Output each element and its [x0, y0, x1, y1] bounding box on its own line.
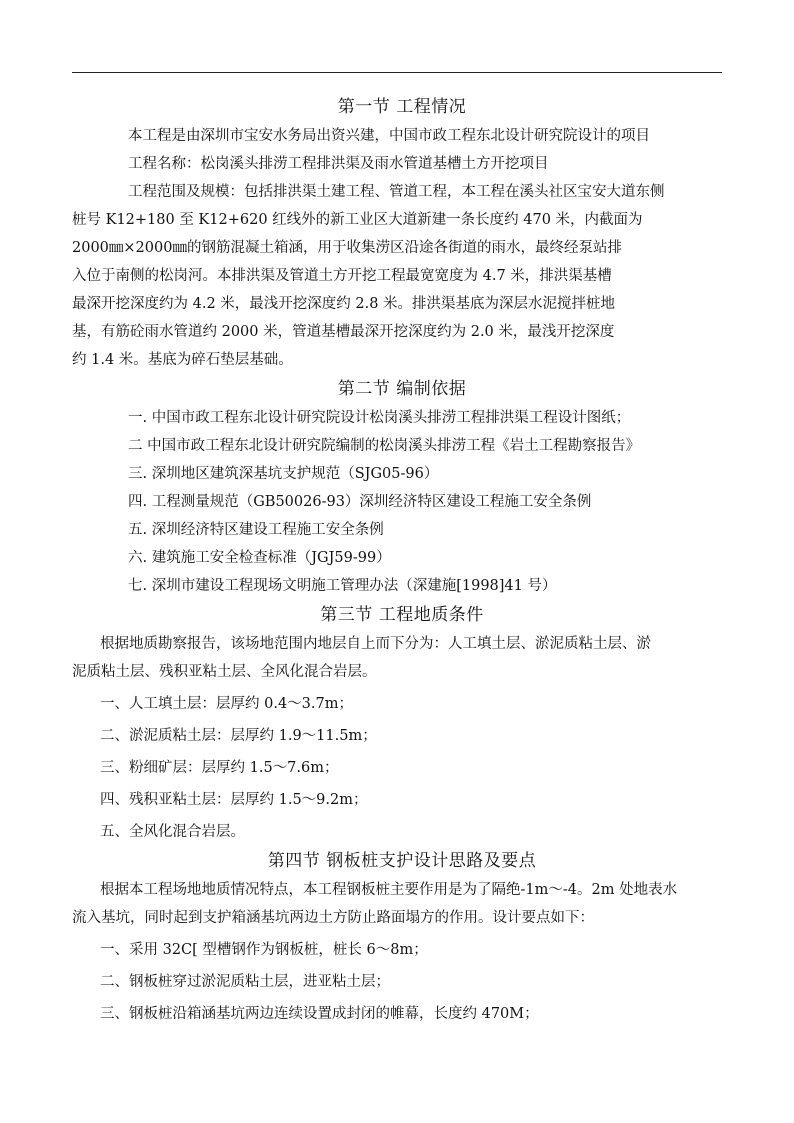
section-4-intro: 流入基坑，同时起到支护箱涵基坑两边土方防止路面塌方的作用。设计要点如下：	[72, 910, 594, 926]
stratum-item: 三、粉细矿层：层厚约 1.5～7.6m；	[100, 760, 339, 776]
section-1-line: 入位于南侧的松岗河。本排洪渠及管道土方开挖工程最宽宽度为 4.7 米，排洪渠基槽	[72, 268, 612, 284]
section-3-title: 第三节 工程地质条件	[320, 605, 484, 625]
section-1-line: 最深开挖深度约为 4.2 米，最浅开挖深度约 2.8 米。排洪渠基底为深层水泥搅拌桩地	[72, 296, 616, 312]
reference-item: 二 中国市政工程东北设计研究院编制的松岗溪头排涝工程《岩土工程勘察报告》	[128, 438, 641, 454]
reference-item: 四. 工程测量规范（GB50026-93）深圳经济特区建设工程施工安全条例	[128, 494, 592, 510]
reference-item: 七. 深圳市建设工程现场文明施工管理办法（深建施[1998]41 号）	[128, 578, 557, 594]
section-1-line: 约 1.4 米。基底为碎石垫层基础。	[72, 352, 293, 368]
stratum-item: 二、淤泥质粘土层：层厚约 1.9～11.5m；	[100, 728, 377, 744]
section-4-intro: 根据本工程场地地质情况特点，本工程钢板桩主要作用是为了隔绝-1m～-4。2m 处地表水	[100, 882, 678, 898]
header-rule	[72, 72, 722, 73]
section-1-title: 第一节 工程情况	[337, 97, 467, 117]
reference-item: 五. 深圳经济特区建设工程施工安全条例	[128, 522, 384, 538]
section-1-line: 本工程是由深圳市宝安水务局出资兴建，中国市政工程东北设计研究院设计的项目	[128, 128, 650, 144]
section-4-title: 第四节 钢板桩支护设计思路及要点	[267, 851, 537, 871]
section-1-line: 桩号 K12+180 至 K12+620 红线外的新工业区大道新建一条长度约 470 米，内截面为	[72, 212, 643, 228]
section-2-title: 第二节 编制依据	[337, 379, 467, 399]
document-body	[72, 92, 732, 1028]
stratum-item: 四、残积亚粘土层：层厚约 1.5～9.2m；	[100, 792, 368, 808]
reference-item: 三. 深圳地区建筑深基坑支护规范（SJG05-96）	[128, 466, 439, 482]
reference-item: 六. 建筑施工安全检查标准（JGJ59-99）	[128, 550, 391, 566]
section-1-line: 2000㎜×2000㎜的钢筋混凝土箱涵，用于收集涝区沿途各街道的雨水，最终经泵站排	[72, 240, 622, 256]
stratum-item: 五、全风化混合岩层。	[100, 824, 245, 840]
section-1-line: 工程范围及规模：包括排洪渠土建工程、管道工程，本工程在溪头社区宝安大道东侧	[128, 184, 665, 200]
design-point-item: 一、采用 32C[ 型槽钢作为钢板桩，桩长 6～8m；	[100, 942, 428, 958]
design-point-item: 二、钢板桩穿过淤泥质粘土层，进亚粘土层；	[100, 974, 390, 990]
section-3-intro: 根据地质勘察报告，该场地范围内地层自上而下分为：人工填土层、淤泥质粘土层、淤	[100, 636, 651, 652]
section-3-intro: 泥质粘土层、残积亚粘土层、全风化混合岩层。	[72, 664, 377, 680]
section-1-line: 基，有筋砼雨水管道约 2000 米，管道基槽最深开挖深度约为 2.0 米，最浅开挖深度	[72, 324, 615, 340]
stratum-item: 一、人工填土层：层厚约 0.4～3.7m；	[100, 696, 353, 712]
section-1-line: 工程名称：松岗溪头排涝工程排洪渠及雨水管道基槽土方开挖项目	[128, 156, 549, 172]
reference-item: 一. 中国市政工程东北设计研究院设计松岗溪头排涝工程排洪渠工程设计图纸；	[128, 410, 631, 426]
design-point-item: 三、钢板桩沿箱涵基坑两边连续设置成封闭的帷幕，长度约 470M；	[100, 1006, 539, 1022]
